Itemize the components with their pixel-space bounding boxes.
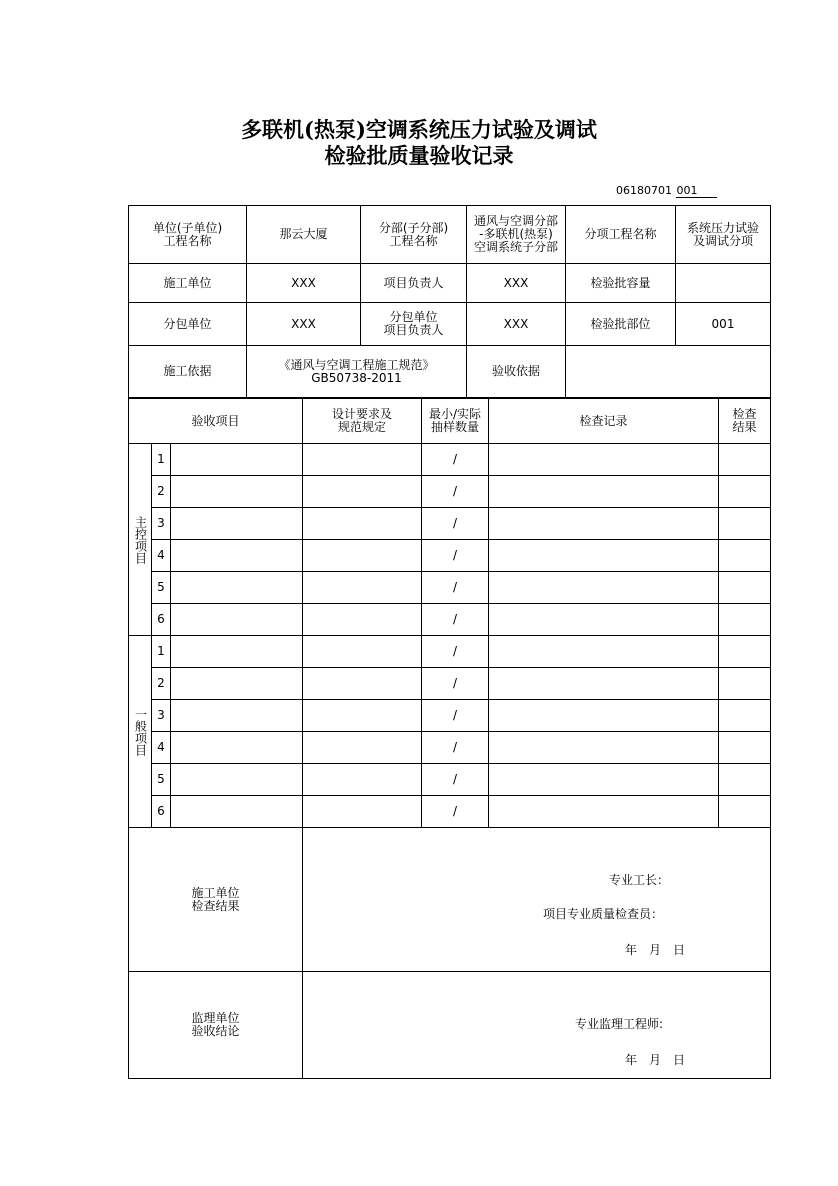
- general-result-cell: [719, 732, 771, 764]
- main-control-row-number: 2: [152, 476, 171, 508]
- general-record-cell: [489, 668, 719, 700]
- general-result-cell: [719, 764, 771, 796]
- main-control-sample-cell: /: [422, 572, 489, 604]
- main-control-row-number: 6: [152, 604, 171, 636]
- general-design-cell: [303, 796, 422, 828]
- project-manager-value: XXX: [467, 264, 566, 303]
- general-row: [129, 732, 771, 764]
- general-rows: [129, 636, 771, 828]
- batch-capacity-label: 检验批容量: [566, 264, 676, 303]
- foreman-signature-label: 专业工长：: [609, 873, 670, 887]
- general-design-cell: [303, 668, 422, 700]
- main-control-result-cell: [719, 604, 771, 636]
- general-row: [129, 700, 771, 732]
- general-sample-cell: /: [422, 636, 489, 668]
- general-row: [129, 796, 771, 828]
- general-row-number: 2: [152, 668, 171, 700]
- subcontractor-label: 分包单位: [129, 303, 247, 346]
- main-control-item-cell: [171, 540, 303, 572]
- main-control-design-cell: [303, 508, 422, 540]
- main-control-row-number: 1: [152, 444, 171, 476]
- main-control-sample-cell: /: [422, 540, 489, 572]
- col-header-design: 设计要求及 规范规定: [303, 399, 422, 444]
- main-control-item-cell: [171, 572, 303, 604]
- main-control-sample-cell: /: [422, 604, 489, 636]
- general-row: [129, 764, 771, 796]
- main-control-design-cell: [303, 476, 422, 508]
- main-control-result-cell: [719, 540, 771, 572]
- construction-basis-label: 施工依据: [129, 346, 247, 398]
- document-title-line-1: 多联机(热泵)空调系统压力试验及调试: [241, 117, 597, 142]
- general-row: [129, 668, 771, 700]
- division-name-value: 通风与空调分部 -多联机(热泵) 空调系统子分部: [467, 206, 566, 264]
- main-control-result-cell: [719, 572, 771, 604]
- main-control-item-cell: [171, 508, 303, 540]
- batch-location-label: 检验批部位: [566, 303, 676, 346]
- division-name-label: 分部(子分部) 工程名称: [361, 206, 467, 264]
- main-control-sample-cell: /: [422, 444, 489, 476]
- general-record-cell: [489, 636, 719, 668]
- acceptance-basis-label: 验收依据: [467, 346, 566, 398]
- supervising-engineer-signature-label: 专业监理工程师:: [575, 1017, 664, 1031]
- main-control-design-cell: [303, 540, 422, 572]
- project-manager-label: 项目负责人: [361, 264, 467, 303]
- general-sample-cell: /: [422, 732, 489, 764]
- general-item-cell: [171, 700, 303, 732]
- general-row-number: 4: [152, 732, 171, 764]
- general-result-cell: [719, 668, 771, 700]
- general-group-label: [129, 636, 152, 828]
- supervisor-check-area: [303, 972, 771, 1079]
- general-item-cell: [171, 796, 303, 828]
- general-record-cell: [489, 796, 719, 828]
- general-sample-cell: /: [422, 700, 489, 732]
- supervisor-date-label: 年 月 日: [625, 1053, 686, 1067]
- main-control-row-number: 3: [152, 508, 171, 540]
- main-control-item-cell: [171, 476, 303, 508]
- unit-name-value: 那云大厦: [247, 206, 361, 264]
- main-control-result-cell: [719, 476, 771, 508]
- unit-name-label: 单位(子单位) 工程名称: [129, 206, 247, 264]
- general-row-number: 5: [152, 764, 171, 796]
- contractor-check-label: 施工单位 检查结果: [129, 828, 303, 972]
- general-item-cell: [171, 636, 303, 668]
- general-row-number: 6: [152, 796, 171, 828]
- contractor-label: 施工单位: [129, 264, 247, 303]
- sub-project-manager-label: 分包单位 项目负责人: [361, 303, 467, 346]
- main-control-result-cell: [719, 444, 771, 476]
- main-control-group-label-text: 主控项目: [133, 515, 148, 564]
- col-header-record: 检查记录: [489, 399, 719, 444]
- col-header-sample: 最小/实际 抽样数量: [422, 399, 489, 444]
- document-title-line-2: 检验批质量验收记录: [324, 143, 514, 168]
- general-design-cell: [303, 700, 422, 732]
- col-header-item: 验收项目: [129, 399, 303, 444]
- subitem-name-value: 系统压力试验 及调试分项: [676, 206, 771, 264]
- batch-location-value: 001: [676, 303, 771, 346]
- main-control-row: [129, 476, 771, 508]
- main-control-design-cell: [303, 604, 422, 636]
- general-result-cell: [719, 796, 771, 828]
- contractor-check-area: [303, 828, 771, 972]
- main-control-group-label: [129, 444, 152, 636]
- main-control-row: [129, 444, 771, 476]
- general-row-number: 1: [152, 636, 171, 668]
- general-result-cell: [719, 700, 771, 732]
- construction-basis-value: 《通风与空调工程施工规范》 GB50738-2011: [247, 346, 467, 398]
- main-control-record-cell: [489, 572, 719, 604]
- subcontractor-value: XXX: [247, 303, 361, 346]
- main-control-row-number: 5: [152, 572, 171, 604]
- general-record-cell: [489, 732, 719, 764]
- general-item-cell: [171, 668, 303, 700]
- main-control-sample-cell: /: [422, 508, 489, 540]
- general-result-cell: [719, 636, 771, 668]
- general-sample-cell: /: [422, 796, 489, 828]
- main-control-design-cell: [303, 572, 422, 604]
- main-control-design-cell: [303, 444, 422, 476]
- main-control-item-cell: [171, 604, 303, 636]
- form-code-prefix: 06180701: [616, 184, 672, 197]
- acceptance-basis-value: [566, 346, 771, 398]
- main-control-row: [129, 604, 771, 636]
- main-control-record-cell: [489, 444, 719, 476]
- main-control-row: [129, 508, 771, 540]
- sub-project-manager-value: XXX: [467, 303, 566, 346]
- general-record-cell: [489, 764, 719, 796]
- main-control-record-cell: [489, 508, 719, 540]
- form-code-suffix: 001: [676, 184, 717, 198]
- general-record-cell: [489, 700, 719, 732]
- general-design-cell: [303, 636, 422, 668]
- contractor-date-label: 年 月 日: [625, 943, 686, 957]
- main-control-result-cell: [719, 508, 771, 540]
- supervisor-check-label: 监理单位 验收结论: [129, 972, 303, 1079]
- general-row-number: 3: [152, 700, 171, 732]
- main-control-row-number: 4: [152, 540, 171, 572]
- general-sample-cell: /: [422, 764, 489, 796]
- general-item-cell: [171, 764, 303, 796]
- general-group-label-text: 一般项目: [133, 707, 148, 756]
- main-control-record-cell: [489, 476, 719, 508]
- form-code: [616, 184, 717, 198]
- general-row: [129, 636, 771, 668]
- main-control-sample-cell: /: [422, 476, 489, 508]
- quality-inspector-signature-label: 项目专业质量检查员：: [543, 907, 664, 921]
- general-sample-cell: /: [422, 668, 489, 700]
- subitem-name-label: 分项工程名称: [566, 206, 676, 264]
- main-control-rows: [129, 444, 771, 636]
- main-control-record-cell: [489, 540, 719, 572]
- general-item-cell: [171, 732, 303, 764]
- main-control-record-cell: [489, 604, 719, 636]
- main-control-row: [129, 540, 771, 572]
- batch-capacity-value: [676, 264, 771, 303]
- main-control-item-cell: [171, 444, 303, 476]
- general-design-cell: [303, 732, 422, 764]
- general-design-cell: [303, 764, 422, 796]
- col-header-result: 检查 结果: [719, 399, 771, 444]
- contractor-value: XXX: [247, 264, 361, 303]
- inspection-table: [128, 398, 771, 1079]
- header-info-table: [128, 205, 771, 398]
- main-control-row: [129, 572, 771, 604]
